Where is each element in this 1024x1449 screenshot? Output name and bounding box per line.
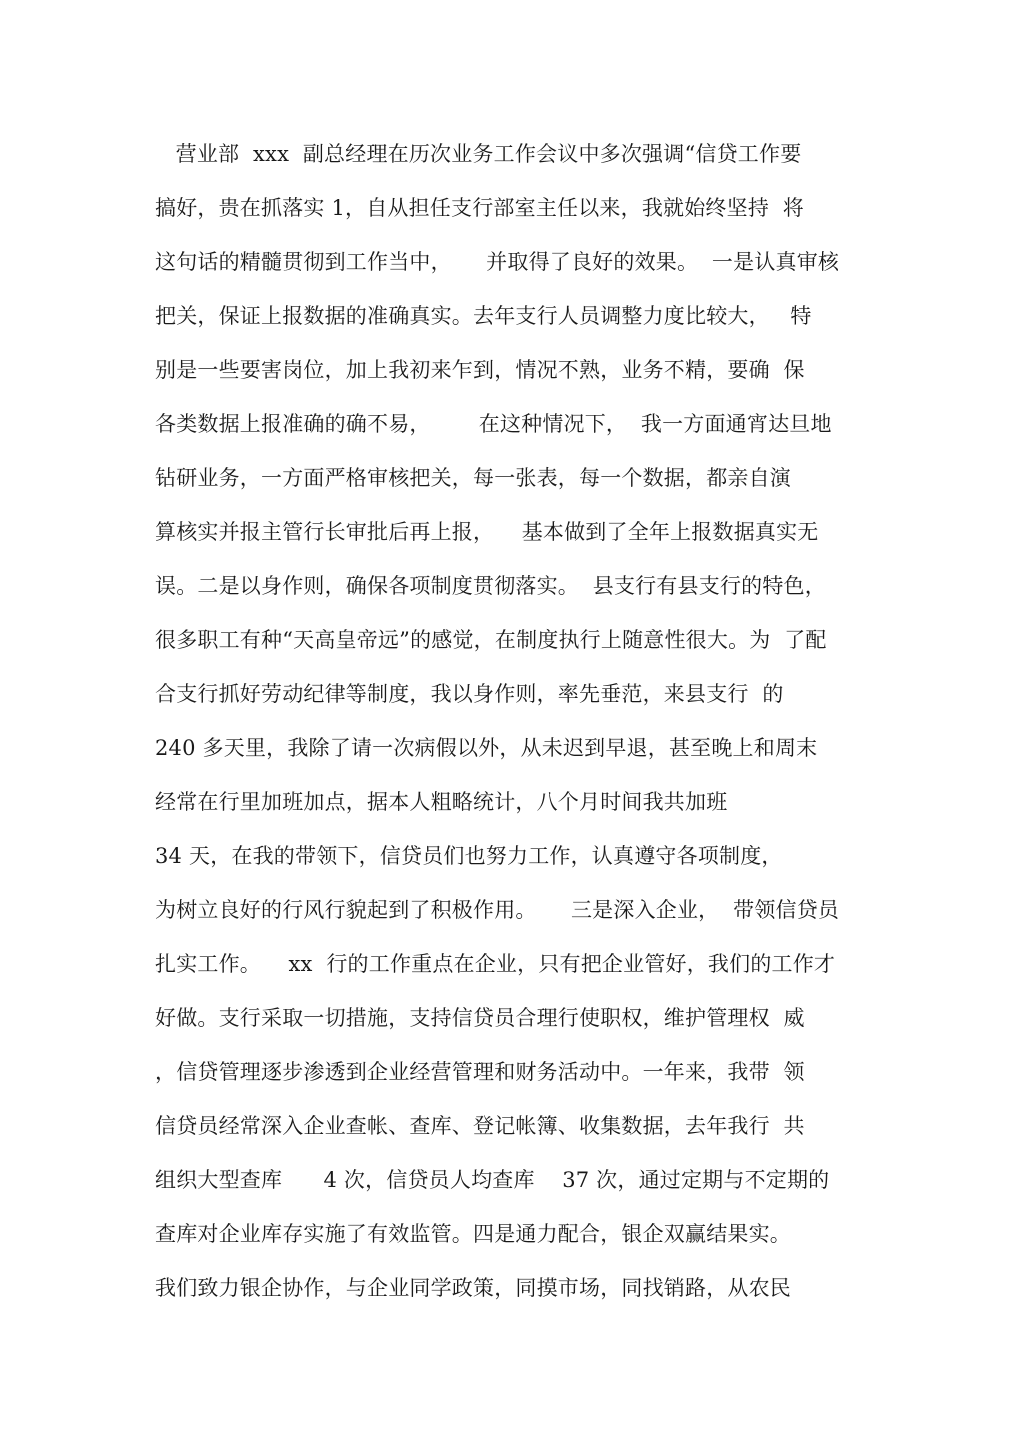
text-line: 查库对企业库存实施了有效监管。四是通力配合，银企双赢结果实。 [155,1222,791,1246]
text-line: 组织大型查库 4 次，信贷员人均查库 37 次，通过定期与不定期的 [155,1168,830,1192]
text-line: 各类数据上报准确的确不易， 在这种情况下， 我一方面通宵达旦地 [155,412,832,436]
text-line: 34 天，在我的带领下，信贷员们也努力工作，认真遵守各项制度， [155,844,783,868]
text-line: 信贷员经常深入企业查帐、查库、登记帐簿、收集数据，去年我行 共 [155,1114,805,1138]
text-line: 把关，保证上报数据的准确真实。去年支行人员调整力度比较大， 特 [155,304,812,328]
text-line: 经常在行里加班加点，据本人粗略统计，八个月时间我共加班 [155,790,728,814]
text-line: 合支行抓好劳动纪律等制度，我以身作则，率先垂范，来县支行 的 [155,682,784,706]
text-line: 为树立良好的行风行貌起到了积极作用。 三是深入企业， 带领信贷员 [155,898,840,922]
text-line: 算核实并报主管行长审批后再上报， 基本做到了全年上报数据真实无 [155,520,819,544]
text-line: 钻研业务，一方面严格审核把关，每一张表，每一个数据，都亲自演 [155,466,791,490]
text-line: 很多职工有种“天高皇帝远”的感觉，在制度执行上随意性很大。为 了配 [155,628,827,652]
text-line: 这句话的精髓贯彻到工作当中， 并取得了良好的效果。 一是认真审核 [155,250,840,274]
text-line: ，信贷管理逐步渗透到企业经营管理和财务活动中。一年来，我带 领 [155,1060,805,1084]
text-line: 我们致力银企协作，与企业同学政策，同摸市场，同找销路，从农民 [155,1276,791,1300]
text-line: 别是一些要害岗位，加上我初来乍到，情况不熟，业务不精，要确 保 [155,358,805,382]
text-line: 240 多天里，我除了请一次病假以外，从未迟到早退，甚至晚上和周末 [155,736,818,760]
text-line: 搞好，贵在抓落实 1，自从担任支行部室主任以来，我就始终坚持 将 [155,196,804,220]
text-line: 好做。支行采取一切措施，支持信贷员合理行使职权，维护管理权 威 [155,1006,805,1030]
text-line: 误。二是以身作则，确保各项制度贯彻落实。 县支行有县支行的特色， [155,574,826,598]
text-line: 扎实工作。 xx 行的工作重点在企业，只有把企业管好，我们的工作才 [155,952,836,976]
text-line: 营业部 xxx 副总经理在历次业务工作会议中多次强调“信贷工作要 [155,142,802,166]
